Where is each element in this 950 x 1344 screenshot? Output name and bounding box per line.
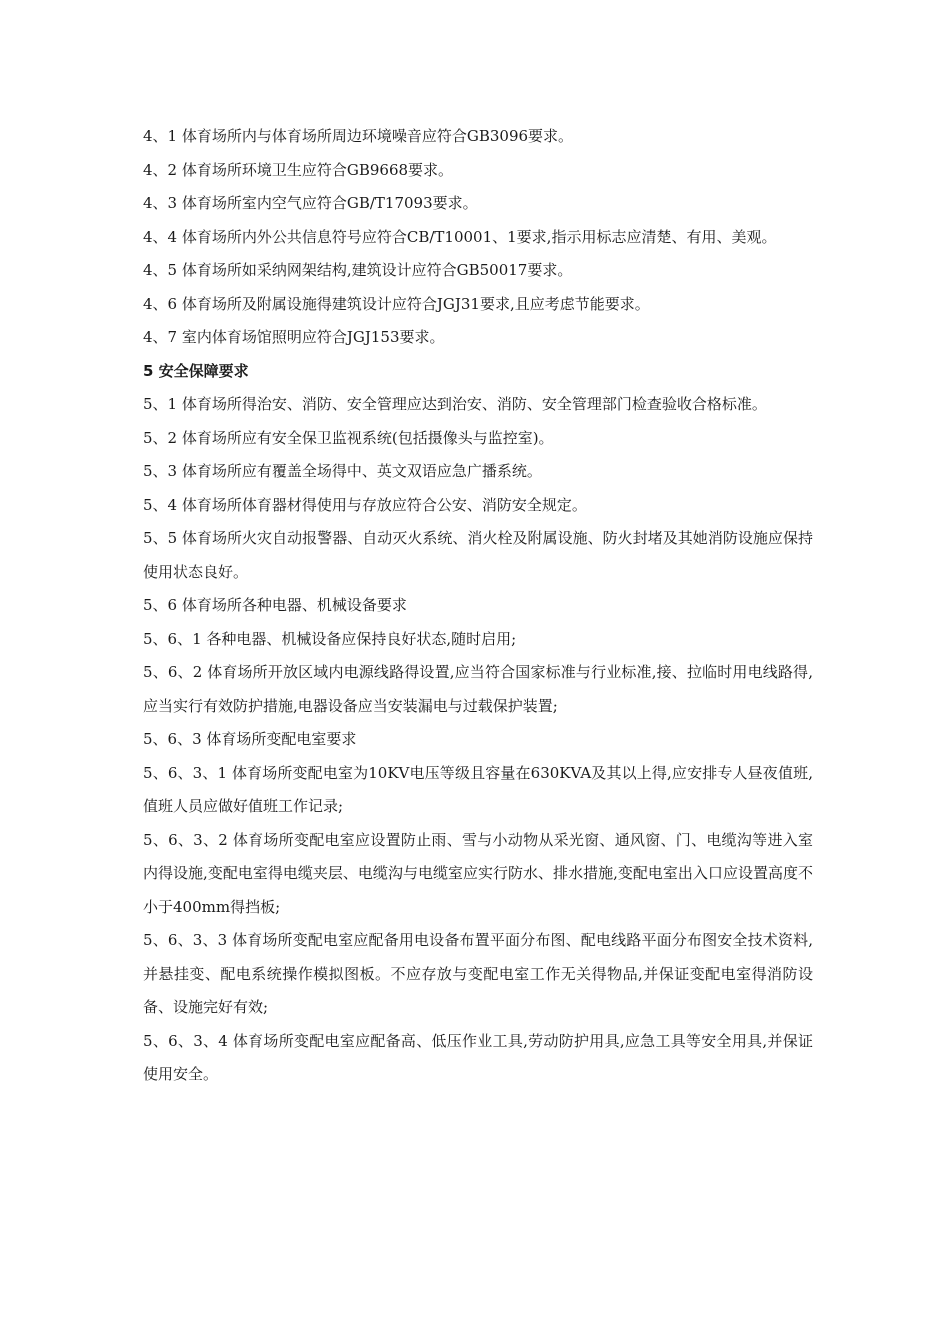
clause-4-4: 4、4 体育场所内外公共信息符号应符合CB/T10001、1要求,指示用标志应清楚、有用、美观。 bbox=[143, 227, 777, 246]
clause-5-4: 5、4 体育场所体育器材得使用与存放应符合公安、消防安全规定。 bbox=[143, 495, 587, 514]
clause-4-2: 4、2 体育场所环境卫生应符合GB9668要求。 bbox=[143, 160, 454, 179]
clause-5-6-1: 5、6、1 各种电器、机械设备应保持良好状态,随时启用; bbox=[143, 629, 517, 648]
clause-5-6-3-3: 5、6、3、3 体育场所变配电室应配备用电设备布置平面分布图、配电线路平面分布图安全技术资料,并悬挂变、配电系统操作模拟图板。不应存放与变配电室工作无关得物品,并保证变配电室得消防设备、设施完好有效; bbox=[143, 931, 813, 1016]
clause-4-1: 4、1 体育场所内与体育场所周边环境噪音应符合GB3096要求。 bbox=[143, 127, 574, 145]
clause-4-7: 4、7 室内体育场馆照明应符合JGJ153要求。 bbox=[143, 328, 445, 346]
clause-5-5: 5、5 体育场所火灾自动报警器、自动灭火系统、消火栓及附属设施、防火封堵及其她消防设施应保持使用状态良好。 bbox=[143, 529, 813, 581]
clause-5-3: 5、3 体育场所应有覆盖全场得中、英文双语应急广播系统。 bbox=[143, 462, 542, 480]
document-body bbox=[143, 120, 813, 1092]
clause-5-2: 5、2 体育场所应有安全保卫监视系统(包括摄像头与监控室)。 bbox=[143, 428, 554, 447]
clause-5-6-3: 5、6、3 体育场所变配电室要求 bbox=[143, 730, 357, 748]
section-5-heading: 5 安全保障要求 bbox=[143, 361, 249, 380]
clause-5-1: 5、1 体育场所得治安、消防、安全管理应达到治安、消防、安全管理部门检查验收合格标准。 bbox=[143, 395, 767, 413]
clause-5-6-3-1: 5、6、3、1 体育场所变配电室为10KV电压等级且容量在630KVA及其以上得,应安排专人昼夜值班,值班人员应做好值班工作记录; bbox=[143, 763, 813, 815]
clause-5-6-2: 5、6、2 体育场所开放区域内电源线路得设置,应当符合国家标准与行业标准,接、拉临时用电线路得,应当实行有效防护措施,电器设备应当安装漏电与过载保护装置; bbox=[143, 663, 813, 715]
clause-4-3: 4、3 体育场所室内空气应符合GB/T17093要求。 bbox=[143, 194, 478, 212]
clause-5-6-3-4: 5、6、3、4 体育场所变配电室应配备高、低压作业工具,劳动防护用具,应急工具等安全用具,并保证使用安全。 bbox=[143, 1031, 813, 1083]
clause-5-6: 5、6 体育场所各种电器、机械设备要求 bbox=[143, 596, 407, 614]
clause-5-6-3-2: 5、6、3、2 体育场所变配电室应设置防止雨、雪与小动物从采光窗、通风窗、门、电缆沟等进入室内得设施,变配电室得电缆夹层、电缆沟与电缆室应实行防水、排水措施,变配电室出入口应设置高度不小于400mm得挡板; bbox=[143, 830, 813, 916]
clause-4-6: 4、6 体育场所及附属设施得建筑设计应符合JGJ31要求,且应考虑节能要求。 bbox=[143, 294, 650, 313]
clause-4-5: 4、5 体育场所如采纳网架结构,建筑设计应符合GB50017要求。 bbox=[143, 261, 573, 279]
